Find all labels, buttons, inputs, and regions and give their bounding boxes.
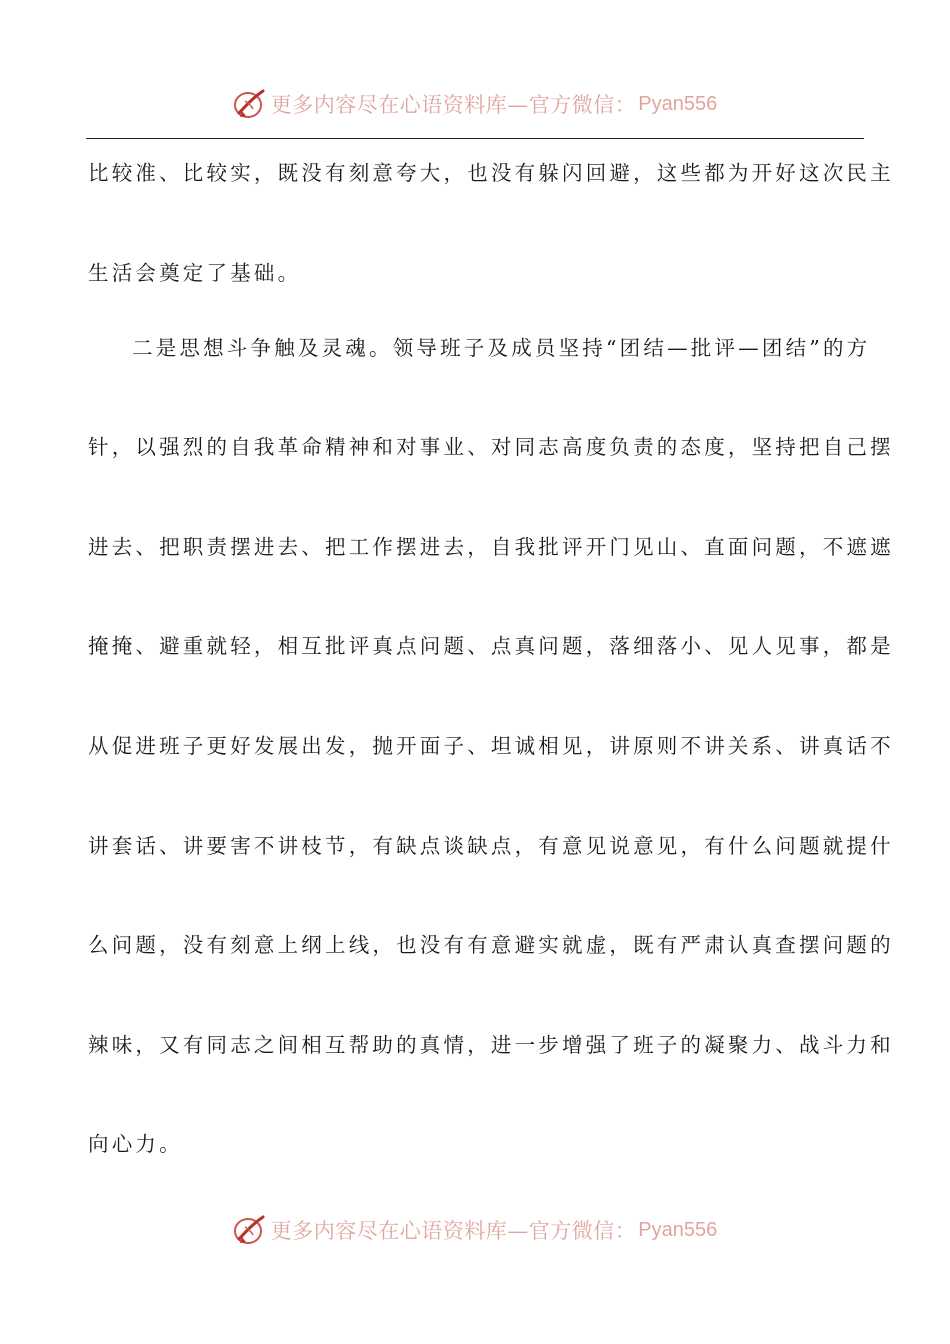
body-line: 针，以强烈的自我革命精神和对事业、对同志高度负责的态度，坚持把自己摆 (88, 435, 894, 460)
body-line: 比较准、比较实，既没有刻意夸大，也没有躲闪回避，这些都为开好这次民主 (88, 161, 894, 185)
document-body (88, 148, 894, 1219)
header-banner (0, 84, 950, 124)
body-line: 生活会奠定了基础。 (88, 260, 302, 285)
header-divider (86, 138, 864, 139)
body-line: 二是思想斗争触及灵魂。领导班子及成员坚持“团结—批评—团结”的方 (132, 335, 871, 360)
pen-logo-icon (233, 87, 267, 121)
footer-banner (0, 1210, 950, 1250)
footer-banner-text: 更多内容尽在心语资料库—官方微信： (270, 1219, 637, 1243)
pen-logo-icon (233, 1213, 267, 1247)
body-line: 进去、把职责摆进去、把工作摆进去，自我批评开门见山、直面问题，不遮遮 (88, 534, 894, 559)
body-line: 从促进班子更好发展出发，抛开面子、坦诚相见，讲原则不讲关系、讲真话不 (88, 733, 894, 758)
body-line: 掩掩、避重就轻，相互批评真点问题、点真问题，落细落小、见人见事，都是 (88, 634, 894, 659)
footer-wechat-id: Pyan556 (638, 1218, 718, 1241)
body-line: 么问题，没有刻意上纲上线，也没有有意避实就虚，既有严肃认真查摆问题的 (88, 933, 894, 958)
header-banner-text: 更多内容尽在心语资料库—官方微信： (270, 93, 637, 117)
header-wechat-id: Pyan556 (638, 92, 718, 115)
body-line: 讲套话、讲要害不讲枝节，有缺点谈缺点，有意见说意见，有什么问题就提什 (88, 833, 894, 858)
body-line: 向心力。 (88, 1132, 183, 1157)
body-line: 辣味，又有同志之间相互帮助的真情，进一步增强了班子的凝聚力、战斗力和 (88, 1032, 894, 1057)
